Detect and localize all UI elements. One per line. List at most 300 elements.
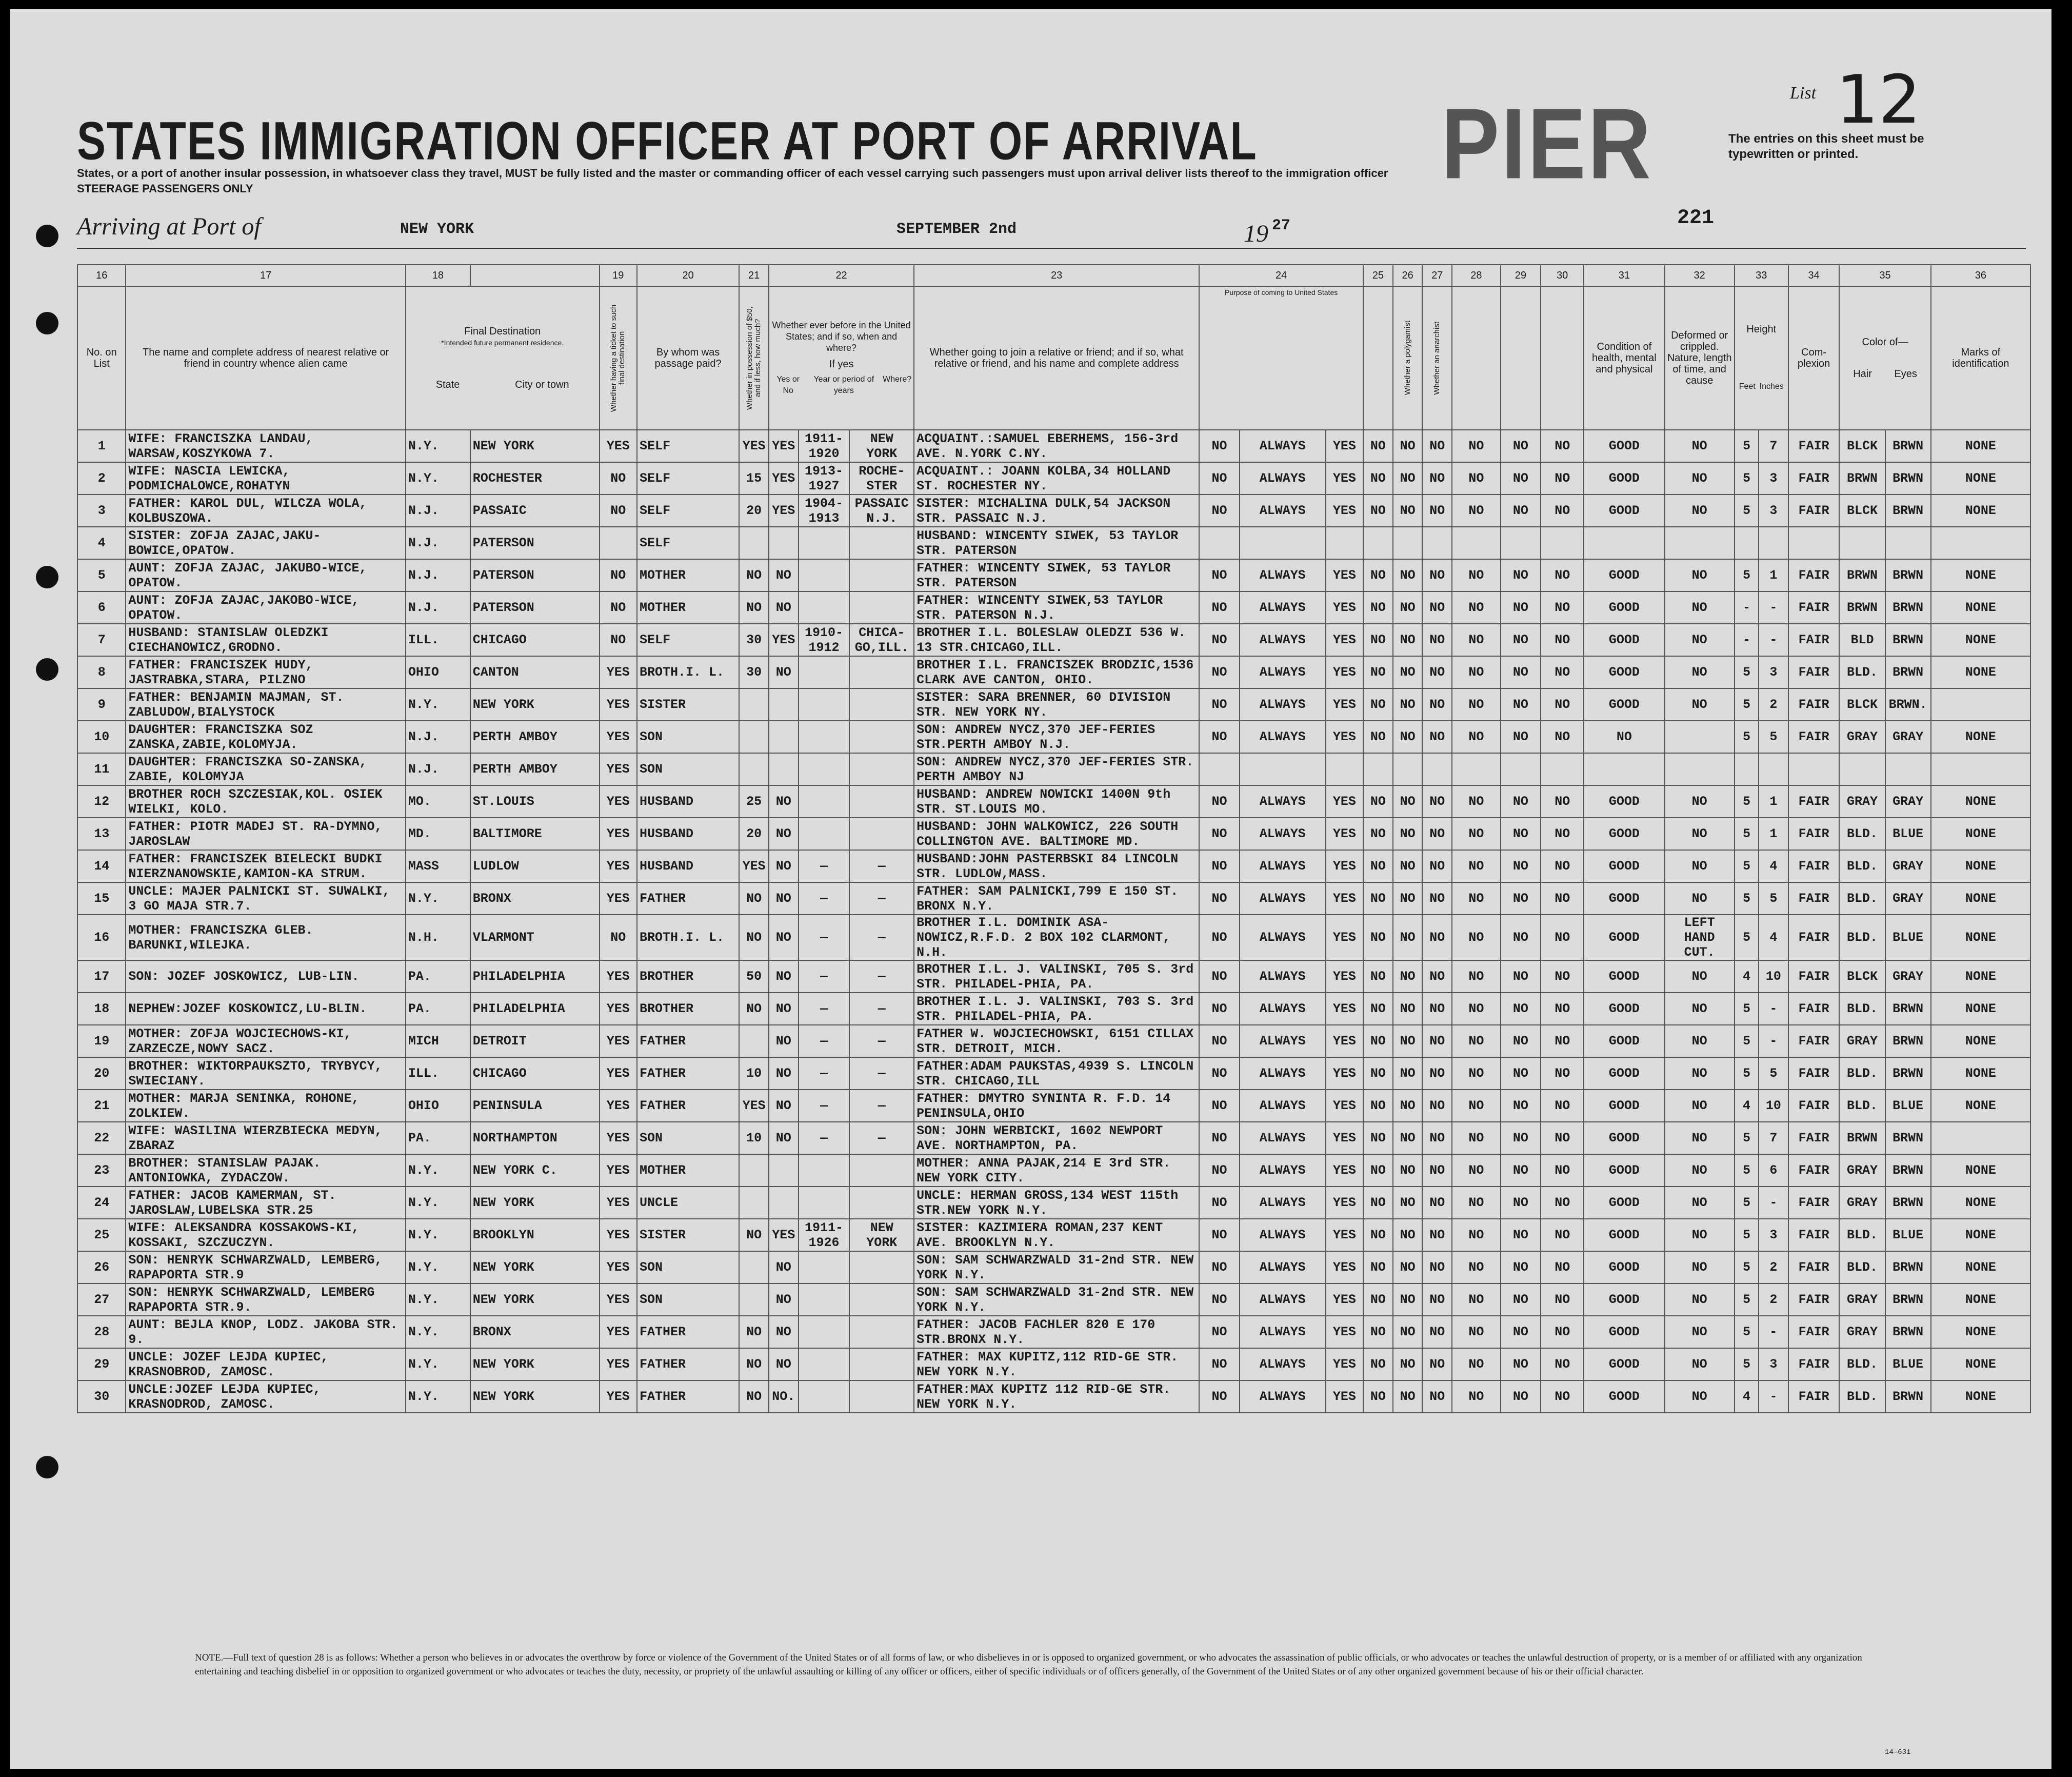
inches-cell: 3 (1759, 1219, 1788, 1251)
polygamist-cell: NO (1393, 1187, 1423, 1219)
relative-cell: DAUGHTER: FRANCISZKA SOZ ZANSKA,ZABIE,KOLOMYJA. (126, 721, 405, 753)
col-24c-cell: YES (1326, 1122, 1363, 1154)
table-row (77, 915, 2030, 960)
col-30-cell: NO (1541, 960, 1584, 993)
paid-by-cell: SON (637, 753, 739, 785)
anarchist-cell: NO (1422, 1348, 1452, 1380)
paid-by-cell: BROTHER (637, 960, 739, 993)
period-label: Year or period of years (813, 375, 874, 395)
where-cell (849, 527, 914, 559)
steerage-label: STEERAGE PASSENGERS ONLY (77, 182, 253, 195)
state-cell: N.J. (406, 721, 470, 753)
col-28-cell: NO (1452, 656, 1500, 688)
ticket-cell: NO (600, 559, 637, 591)
header-col-25 (1363, 286, 1393, 430)
city-cell: PASSAIC (470, 495, 600, 527)
inches-cell: 3 (1759, 495, 1788, 527)
col-24b-cell (1240, 753, 1326, 785)
anarchist-cell (1422, 753, 1452, 785)
complexion-cell: FAIR (1788, 688, 1840, 721)
joining-cell: FATHER: JACOB FACHLER 820 E 170 STR.BRONX N.Y. (914, 1316, 1199, 1348)
anarchist-cell: NO (1422, 688, 1452, 721)
where-cell (849, 753, 914, 785)
col-24a-cell: NO (1199, 1090, 1240, 1122)
col-24a-cell: NO (1199, 960, 1240, 993)
years-cell (799, 818, 850, 850)
deformed-cell: NO (1665, 1187, 1735, 1219)
col-24b-cell: ALWAYS (1240, 1057, 1326, 1090)
col-24a-cell: NO (1199, 688, 1240, 721)
col-24b-cell: ALWAYS (1240, 1187, 1326, 1219)
ticket-cell: YES (600, 1154, 637, 1187)
col-24a-cell: NO (1199, 993, 1240, 1025)
joining-cell: SON: JOHN WERBICKI, 1602 NEWPORT AVE. NORTHAMPTON, PA. (914, 1122, 1199, 1154)
paid-by-cell: FATHER (637, 882, 739, 915)
col-30-cell: NO (1541, 495, 1584, 527)
state-cell: N.J. (406, 591, 470, 624)
deformed-cell: NO (1665, 591, 1735, 624)
eyes-cell: GRAY (1885, 960, 1931, 993)
col-24c-cell (1326, 753, 1363, 785)
anarchist-cell: NO (1422, 785, 1452, 818)
anarchist-cell: NO (1422, 430, 1452, 462)
fifty-label: Whether in possession of $50, and if less, how much? (745, 306, 763, 410)
polygamist-cell: NO (1393, 624, 1423, 656)
binder-hole-icon (36, 1456, 58, 1478)
where-cell (849, 1348, 914, 1380)
where-cell: — (849, 1025, 914, 1057)
col-24a-cell: NO (1199, 462, 1240, 495)
where-cell (849, 1380, 914, 1413)
col-24b-cell: ALWAYS (1240, 591, 1326, 624)
health-cell: GOOD (1584, 1284, 1664, 1316)
col-25-cell: NO (1363, 960, 1393, 993)
money-cell (739, 1187, 769, 1219)
header-joining: Whether going to join a relative or friend; and if so, what relative or friend, and his name and complete address (914, 286, 1199, 430)
eyes-label: Eyes (1894, 368, 1917, 380)
table-row (77, 721, 2030, 753)
paid-by-cell: SELF (637, 462, 739, 495)
col-24a-cell: NO (1199, 721, 1240, 753)
state-cell: N.Y. (406, 1251, 470, 1284)
health-cell: GOOD (1584, 1316, 1664, 1348)
hair-cell: BRWN (1839, 559, 1885, 591)
eyes-cell: BRWN (1885, 430, 1931, 462)
col-25-cell: NO (1363, 993, 1393, 1025)
header-nearest-relative: The name and complete address of nearest relative or friend in country whence alien came (126, 286, 405, 430)
before-us-cell: NO (769, 1122, 799, 1154)
paid-by-cell: MOTHER (637, 559, 739, 591)
city-cell: NEW YORK (470, 1380, 600, 1413)
ticket-cell: YES (600, 1122, 637, 1154)
eyes-cell: BRWN (1885, 1380, 1931, 1413)
polygamist-cell: NO (1393, 960, 1423, 993)
marks-cell: NONE (1931, 1025, 2030, 1057)
complexion-cell: FAIR (1788, 1122, 1840, 1154)
health-cell: GOOD (1584, 1057, 1664, 1090)
feet-cell: 4 (1735, 960, 1759, 993)
col-24b-cell: ALWAYS (1240, 1348, 1326, 1380)
before-us-cell: NO (769, 960, 799, 993)
health-cell: GOOD (1584, 1380, 1664, 1413)
deformed-cell: NO (1665, 818, 1735, 850)
joining-cell: FATHER:MAX KUPITZ 112 RID-GE STR. NEW YORK N.Y. (914, 1380, 1199, 1413)
before-us-cell: NO (769, 1348, 799, 1380)
col-28-cell: NO (1452, 1251, 1500, 1284)
relative-cell: AUNT: ZOFJA ZAJAC, JAKUBO-WICE, OPATOW. (126, 559, 405, 591)
paid-by-cell: SISTER (637, 688, 739, 721)
feet-cell: 5 (1735, 495, 1759, 527)
state-cell: ILL. (406, 1057, 470, 1090)
feet-cell: 5 (1735, 1122, 1759, 1154)
col-30-cell: NO (1541, 915, 1584, 960)
joining-cell: FATHER: SAM PALNICKI,799 E 150 ST. BRONX N.Y. (914, 882, 1199, 915)
anarchist-cell: NO (1422, 462, 1452, 495)
col-24a-cell: NO (1199, 1380, 1240, 1413)
col-24b-cell: ALWAYS (1240, 1380, 1326, 1413)
eyes-cell: BRWN (1885, 591, 1931, 624)
eyes-cell: BRWN (1885, 656, 1931, 688)
money-cell: 50 (739, 960, 769, 993)
before-us-cell: NO (769, 1057, 799, 1090)
col-24a-cell: NO (1199, 1057, 1240, 1090)
before-us-cell (769, 721, 799, 753)
inches-cell: - (1759, 1187, 1788, 1219)
anarchist-cell: NO (1422, 624, 1452, 656)
years-cell: — (799, 1025, 850, 1057)
col-24a-cell: NO (1199, 656, 1240, 688)
joining-cell: FATHER W. WOJCIECHOWSKI, 6151 CILLAX STR. DETROIT, MICH. (914, 1025, 1199, 1057)
col-24c-cell: YES (1326, 624, 1363, 656)
manifest-sheet (10, 9, 2051, 1769)
row-number: 13 (77, 818, 126, 850)
col-30-cell: NO (1541, 721, 1584, 753)
col-number: 19 (600, 265, 637, 286)
relative-cell: SON: HENRYK SCHWARZWALD, LEMBERG, RAPAPORTA STR.9 (126, 1251, 405, 1284)
year-prefix: 19 (1244, 220, 1268, 247)
col-24a-cell (1199, 753, 1240, 785)
before-us-cell: NO (769, 656, 799, 688)
binder-hole-icon (36, 658, 58, 681)
ticket-cell: YES (600, 1057, 637, 1090)
col-number (470, 265, 600, 286)
ticket-cell: YES (600, 785, 637, 818)
col-25-cell: NO (1363, 915, 1393, 960)
col-number: 24 (1199, 265, 1363, 286)
ticket-cell: NO (600, 591, 637, 624)
col-25-cell: NO (1363, 430, 1393, 462)
hair-cell: BLD. (1839, 882, 1885, 915)
col-30-cell: NO (1541, 1122, 1584, 1154)
col-24c-cell: YES (1326, 1090, 1363, 1122)
row-number: 2 (77, 462, 126, 495)
health-cell: GOOD (1584, 1122, 1664, 1154)
hair-cell (1839, 753, 1885, 785)
ticket-cell: YES (600, 818, 637, 850)
col-25-cell: NO (1363, 721, 1393, 753)
page-title: STATES IMMIGRATION OFFICER AT PORT OF ARRIVAL (77, 110, 1258, 171)
anarchist-cell: NO (1422, 960, 1452, 993)
polygamist-cell: NO (1393, 1057, 1423, 1090)
money-cell (739, 688, 769, 721)
table-row (77, 1380, 2030, 1413)
feet-cell: 5 (1735, 882, 1759, 915)
deformed-cell (1665, 753, 1735, 785)
col-28-cell: NO (1452, 1122, 1500, 1154)
hair-cell: BLD. (1839, 1219, 1885, 1251)
feet-cell: 5 (1735, 1025, 1759, 1057)
hair-cell: GRAY (1839, 1316, 1885, 1348)
binder-hole-icon (36, 225, 58, 247)
table-row (77, 688, 2030, 721)
relative-cell: WIFE: NASCIA LEWICKA, PODMICHALOWCE,ROHATYN (126, 462, 405, 495)
hair-cell: BRWN (1839, 591, 1885, 624)
polygamist-cell: NO (1393, 818, 1423, 850)
anarchist-cell: NO (1422, 818, 1452, 850)
header-purpose: Purpose of coming to United States (1199, 286, 1363, 430)
hair-cell: GRAY (1839, 721, 1885, 753)
col-number: 30 (1541, 265, 1584, 286)
where-cell: — (849, 915, 914, 960)
row-number: 8 (77, 656, 126, 688)
hair-cell: GRAY (1839, 785, 1885, 818)
marks-cell: NONE (1931, 1187, 2030, 1219)
anarchist-cell: NO (1422, 1057, 1452, 1090)
inches-cell: 7 (1759, 1122, 1788, 1154)
eyes-cell: BRWN (1885, 1251, 1931, 1284)
col-24b-cell: ALWAYS (1240, 993, 1326, 1025)
complexion-cell (1788, 527, 1840, 559)
col-29-cell: NO (1501, 960, 1541, 993)
col-24c-cell: YES (1326, 1348, 1363, 1380)
complexion-cell: FAIR (1788, 1316, 1840, 1348)
ticket-cell: YES (600, 993, 637, 1025)
col-24a-cell: NO (1199, 1154, 1240, 1187)
state-cell: N.Y. (406, 1219, 470, 1251)
before-us-cell (769, 688, 799, 721)
arrival-date: SEPTEMBER 2nd (896, 221, 1017, 238)
col-30-cell: NO (1541, 1251, 1584, 1284)
deformed-cell (1665, 527, 1735, 559)
hair-cell: BLCK (1839, 960, 1885, 993)
joining-cell: SISTER: MICHALINA DULK,54 JACKSON STR. PASSAIC N.J. (914, 495, 1199, 527)
money-cell: 30 (739, 624, 769, 656)
binder-hole-icon (36, 566, 58, 588)
anarchist-cell: NO (1422, 1284, 1452, 1316)
paid-by-cell: BROTHER (637, 993, 739, 1025)
col-number: 17 (126, 265, 405, 286)
feet-cell: 5 (1735, 656, 1759, 688)
col-24a-cell: NO (1199, 495, 1240, 527)
col-24a-cell: NO (1199, 430, 1240, 462)
paid-by-cell: SELF (637, 495, 739, 527)
ticket-cell: YES (600, 1025, 637, 1057)
intended-residence-label: *Intended future permanent residence. (441, 339, 564, 347)
header-health: Condition of health, mental and physical (1584, 286, 1664, 430)
eyes-cell: BRWN (1885, 1187, 1931, 1219)
years-cell (799, 591, 850, 624)
joining-cell: UNCLE: HERMAN GROSS,134 WEST 115th STR.NEW YORK N.Y. (914, 1187, 1199, 1219)
col-24b-cell: ALWAYS (1240, 721, 1326, 753)
col-30-cell: NO (1541, 1025, 1584, 1057)
health-cell: GOOD (1584, 462, 1664, 495)
marks-cell (1931, 688, 2030, 721)
inches-cell: 4 (1759, 850, 1788, 882)
hair-cell: BLCK (1839, 688, 1885, 721)
relative-cell: WIFE: ALEKSANDRA KOSSAKOWS-KI, KOSSAKI, SZCZUCZYN. (126, 1219, 405, 1251)
joining-cell: SON: SAM SCHWARZWALD 31-2nd STR. NEW YORK N.Y. (914, 1284, 1199, 1316)
complexion-cell: FAIR (1788, 960, 1840, 993)
relative-cell: FATHER: PIOTR MADEJ ST. RA-DYMNO, JAROSLAW (126, 818, 405, 850)
inches-cell: - (1759, 1380, 1788, 1413)
eyes-cell: GRAY (1885, 882, 1931, 915)
city-cell: PERTH AMBOY (470, 721, 600, 753)
col-24a-cell: NO (1199, 1122, 1240, 1154)
color-of-label: Color of— (1862, 337, 1908, 348)
eyes-cell: BRWN. (1885, 688, 1931, 721)
ticket-cell: YES (600, 960, 637, 993)
col-25-cell: NO (1363, 818, 1393, 850)
joining-cell: BROTHER I.L. FRANCISZEK BRODZIC,1536 CLARK AVE CANTON, OHIO. (914, 656, 1199, 688)
col-30-cell: NO (1541, 850, 1584, 882)
table-row (77, 960, 2030, 993)
eyes-cell: BRWN (1885, 1122, 1931, 1154)
polygamist-cell: NO (1393, 915, 1423, 960)
state-cell: N.Y. (406, 1187, 470, 1219)
hair-cell: GRAY (1839, 1284, 1885, 1316)
col-25-cell: NO (1363, 1380, 1393, 1413)
deformed-cell: NO (1665, 559, 1735, 591)
ticket-cell (600, 527, 637, 559)
city-cell: NEW YORK (470, 1348, 600, 1380)
col-30-cell: NO (1541, 430, 1584, 462)
print-code: 14—631 (1885, 1748, 1911, 1756)
before-us-cell: NO (769, 1090, 799, 1122)
column-header-row (77, 286, 2030, 430)
complexion-cell: FAIR (1788, 1219, 1840, 1251)
col-30-cell: NO (1541, 785, 1584, 818)
relative-cell: UNCLE: MAJER PALNICKI ST. SUWALKI, 3 GO MAJA STR.7. (126, 882, 405, 915)
col-24a-cell (1199, 527, 1240, 559)
complexion-cell: FAIR (1788, 785, 1840, 818)
col-28-cell (1452, 753, 1500, 785)
polygamist-cell: NO (1393, 850, 1423, 882)
deformed-cell: NO (1665, 1025, 1735, 1057)
paid-by-cell: FATHER (637, 1025, 739, 1057)
complexion-cell: FAIR (1788, 882, 1840, 915)
relative-cell: BROTHER ROCH SZCZESIAK,KOL. OSIEK WIELKI, KOLO. (126, 785, 405, 818)
eyes-cell: BRWN (1885, 1057, 1931, 1090)
typewritten-note: The entries on this sheet must be typewritten or printed. (1728, 132, 1924, 161)
joining-cell: FATHER: WINCENTY SIWEK,53 TAYLOR STR. PATERSON N.J. (914, 591, 1199, 624)
complexion-cell: FAIR (1788, 1057, 1840, 1090)
col-24a-cell: NO (1199, 818, 1240, 850)
row-number: 19 (77, 1025, 126, 1057)
col-24b-cell: ALWAYS (1240, 462, 1326, 495)
city-label: City or town (515, 379, 569, 390)
eyes-cell: GRAY (1885, 785, 1931, 818)
feet-cell: 5 (1735, 559, 1759, 591)
deformed-cell: NO (1665, 882, 1735, 915)
col-24a-cell: NO (1199, 1025, 1240, 1057)
col-28-cell: NO (1452, 721, 1500, 753)
city-cell: NEW YORK (470, 1251, 600, 1284)
ticket-cell: YES (600, 1187, 637, 1219)
hair-cell: BLD. (1839, 818, 1885, 850)
col-24c-cell: YES (1326, 559, 1363, 591)
port-name: NEW YORK (400, 221, 474, 238)
joining-cell: FATHER: DMYTRO SYNINTA R. F.D. 14 PENINSULA,OHIO (914, 1090, 1199, 1122)
polygamist-cell: NO (1393, 785, 1423, 818)
col-24a-cell: NO (1199, 785, 1240, 818)
col-25-cell: NO (1363, 559, 1393, 591)
before-us-cell (769, 1154, 799, 1187)
col-24a-cell: NO (1199, 559, 1240, 591)
col-28-cell: NO (1452, 993, 1500, 1025)
years-cell (799, 656, 850, 688)
city-cell: VLARMONT (470, 915, 600, 960)
col-24c-cell: YES (1326, 656, 1363, 688)
money-cell (739, 1154, 769, 1187)
paid-by-cell: MOTHER (637, 1154, 739, 1187)
city-cell: PHILADELPHIA (470, 960, 600, 993)
marks-cell: NONE (1931, 960, 2030, 993)
health-cell: GOOD (1584, 656, 1664, 688)
paid-by-cell: SON (637, 1251, 739, 1284)
polygamist-cell: NO (1393, 656, 1423, 688)
before-us-cell: NO (769, 818, 799, 850)
health-cell: GOOD (1584, 1348, 1664, 1380)
col-24a-cell: NO (1199, 915, 1240, 960)
years-cell (799, 527, 850, 559)
col-number: 22 (769, 265, 914, 286)
money-cell: 15 (739, 462, 769, 495)
complexion-cell: FAIR (1788, 915, 1840, 960)
row-number: 25 (77, 1219, 126, 1251)
joining-cell: HUSBAND: WINCENTY SIWEK, 53 TAYLOR STR. PATERSON (914, 527, 1199, 559)
city-cell: PATERSON (470, 591, 600, 624)
where-cell (849, 1187, 914, 1219)
paid-by-cell: BROTH.I. L. (637, 656, 739, 688)
state-cell: N.Y. (406, 1154, 470, 1187)
anarchist-cell: NO (1422, 915, 1452, 960)
polygamist-cell: NO (1393, 1380, 1423, 1413)
col-29-cell: NO (1501, 993, 1541, 1025)
relative-cell: FATHER: FRANCISZEK HUDY, JASTRABKA,STARA, PILZNO (126, 656, 405, 688)
complexion-cell: FAIR (1788, 462, 1840, 495)
col-25-cell: NO (1363, 1154, 1393, 1187)
col-30-cell: NO (1541, 1057, 1584, 1090)
inches-cell: 5 (1759, 882, 1788, 915)
col-29-cell (1501, 527, 1541, 559)
joining-cell: BROTHER I.L. J. VALINSKI, 703 S. 3rd STR. PHILADEL-PHIA, PA. (914, 993, 1199, 1025)
col-29-cell: NO (1501, 818, 1541, 850)
ticket-cell: YES (600, 1348, 637, 1380)
ticket-cell: YES (600, 656, 637, 688)
feet-cell: 5 (1735, 1251, 1759, 1284)
city-cell: PENINSULA (470, 1090, 600, 1122)
col-24c-cell (1326, 527, 1363, 559)
marks-cell: NONE (1931, 850, 2030, 882)
where-cell (849, 688, 914, 721)
hair-cell: GRAY (1839, 1187, 1885, 1219)
inches-cell: 1 (1759, 559, 1788, 591)
relative-cell: MOTHER: ZOFJA WOJCIECHOWS-KI, ZARZECZE,NOWY SACZ. (126, 1025, 405, 1057)
inches-cell: - (1759, 1316, 1788, 1348)
before-us-cell: NO (769, 915, 799, 960)
money-cell: 20 (739, 818, 769, 850)
before-us-label: Whether ever before in the United States; and if so, when and where? (772, 320, 911, 353)
